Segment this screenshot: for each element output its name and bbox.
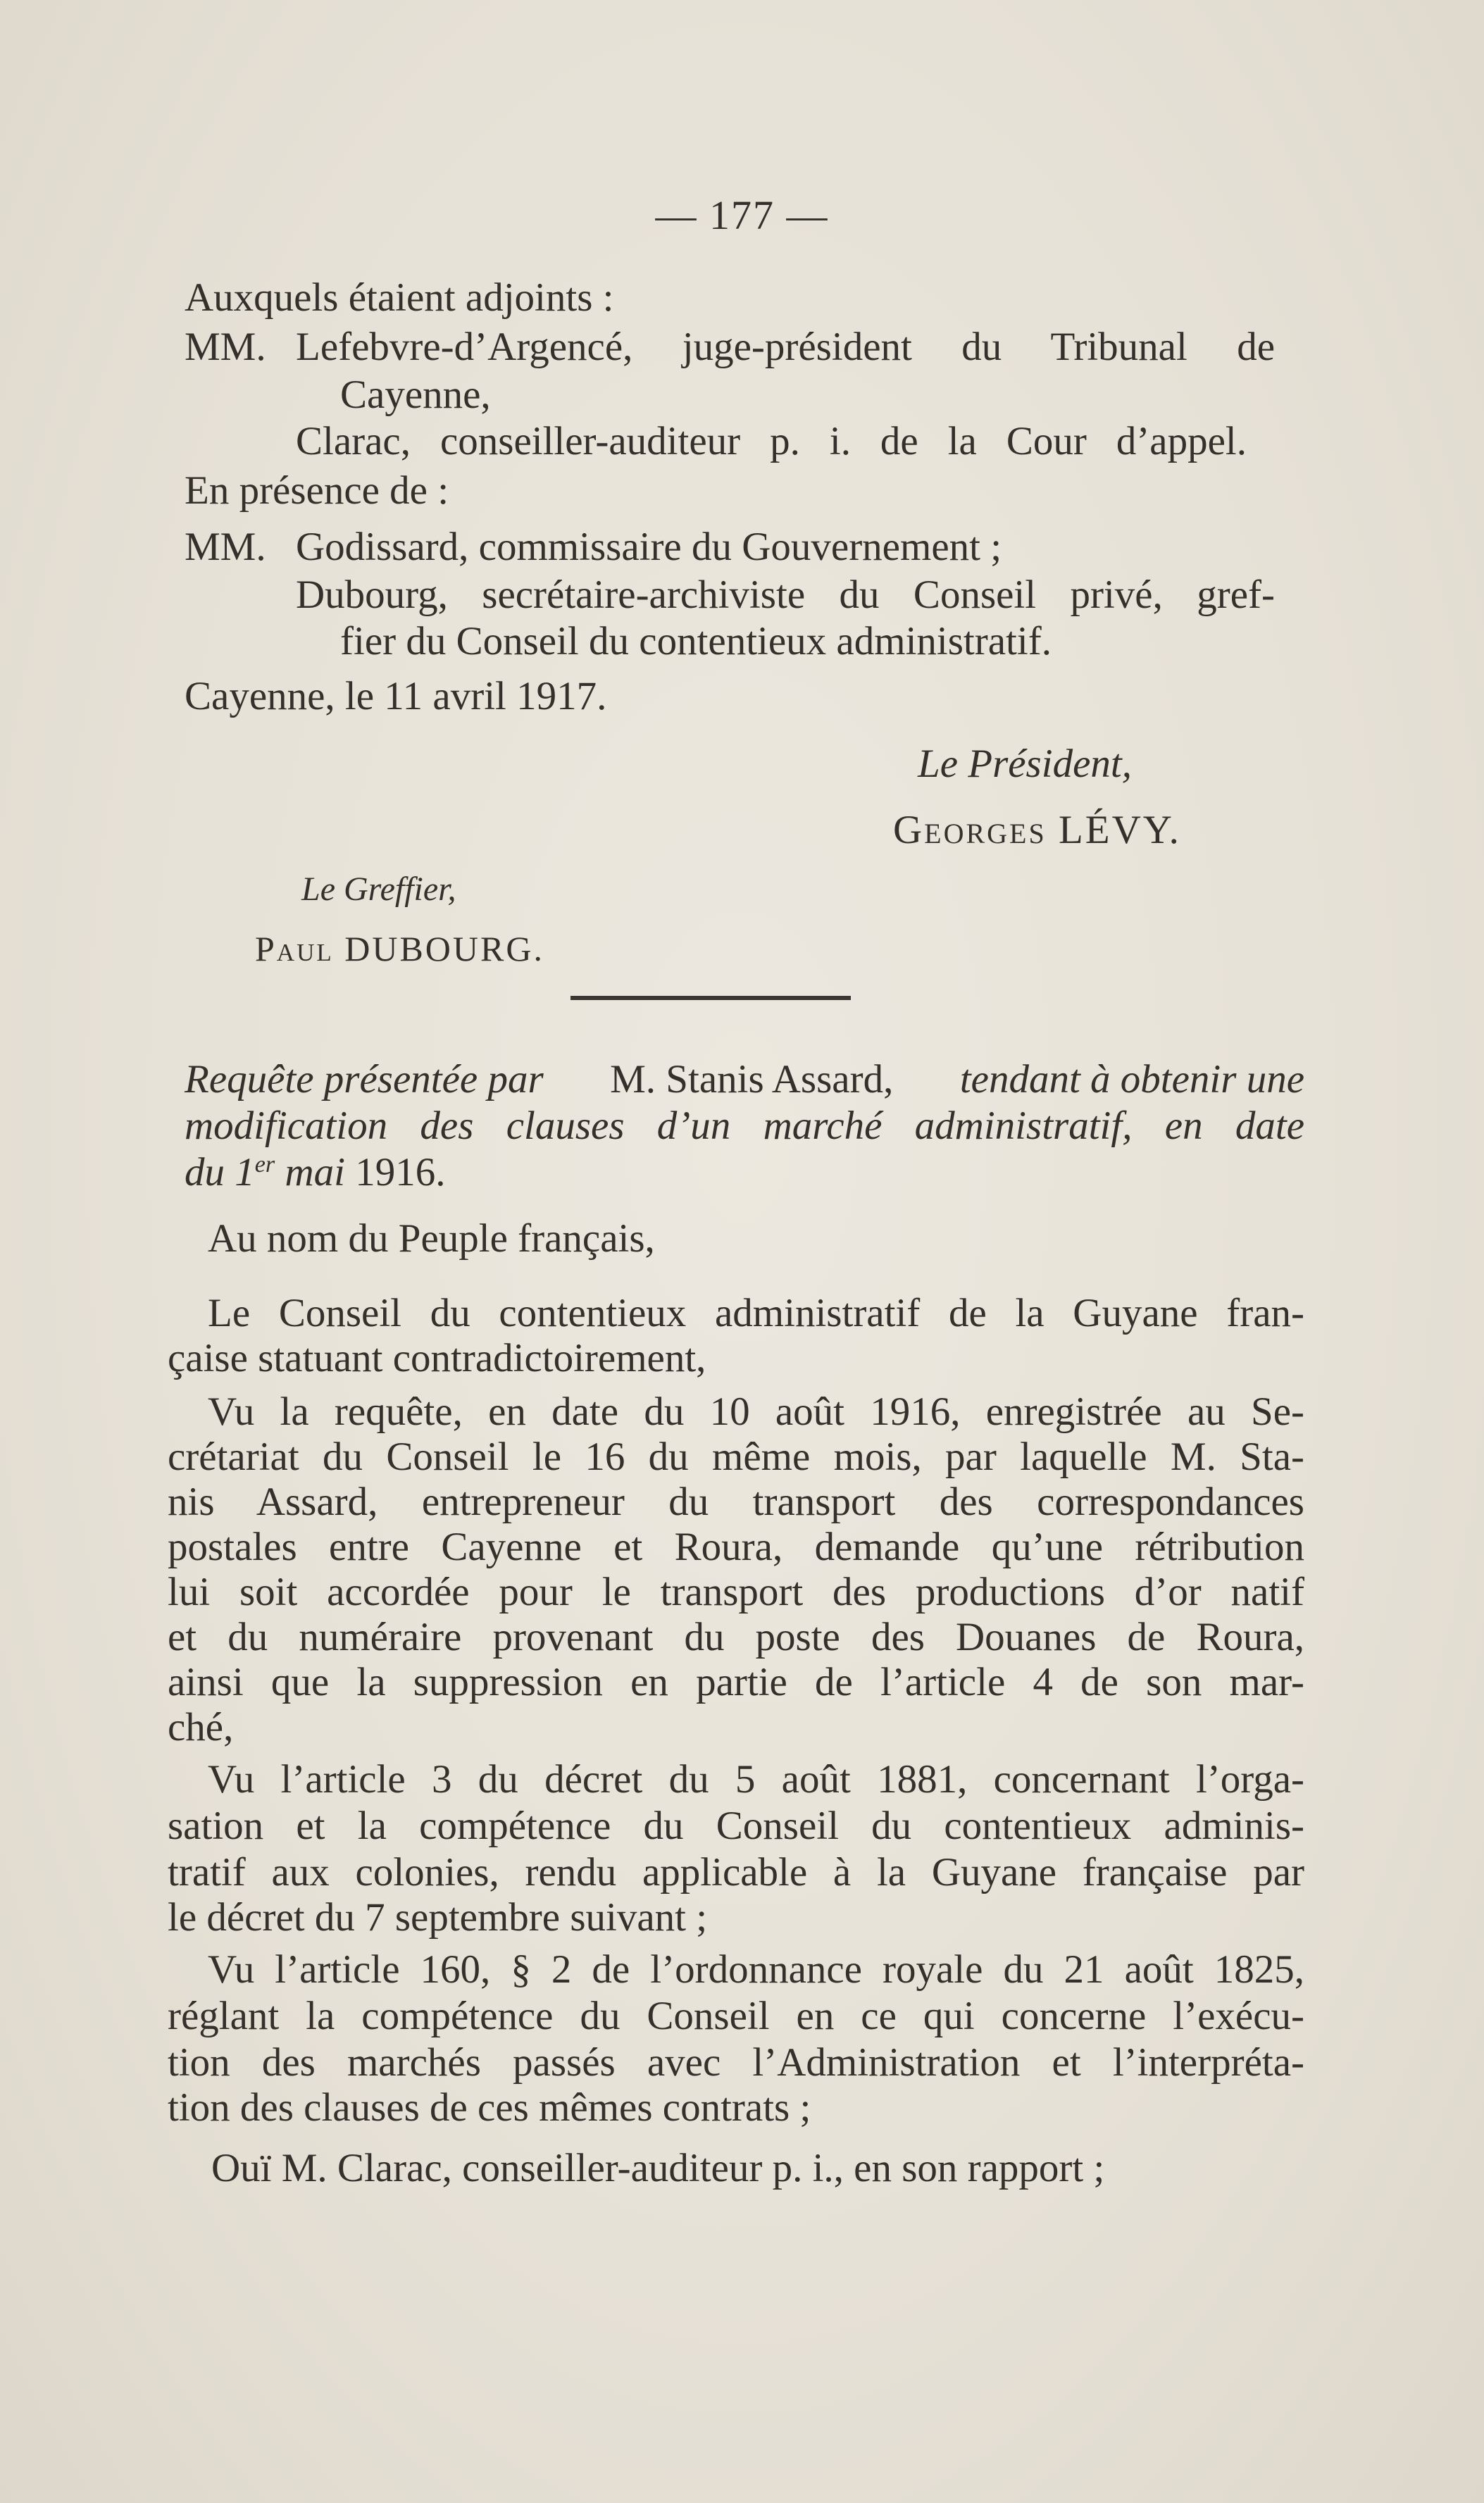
body-line: nis Assard, entrepreneur du transport des correspondances: [168, 1480, 1304, 1524]
requete-date-year: 1916.: [344, 1150, 446, 1194]
invocation: Au nom du Peuple français,: [208, 1216, 655, 1261]
body-line: Vu la requête, en date du 10 août 1916, enregistrée au Se-: [208, 1390, 1304, 1434]
body-line: sation et la compétence du Conseil du contentieux adminis-: [168, 1804, 1304, 1848]
president-name: Georges LÉVY.: [893, 808, 1181, 852]
body-line: Vu l’article 160, § 2 de l’ordonnance royale du 21 août 1825,: [208, 1947, 1304, 1992]
president-title: Le Président,: [918, 742, 1132, 786]
member-2: Clarac, conseiller-auditeur p. i. de la Cour d’appel.: [296, 419, 1247, 463]
body-line: crétariat du Conseil le 16 du même mois, par laquelle M. Sta-: [168, 1435, 1304, 1479]
presence-intro: En présence de :: [185, 468, 449, 513]
member-4-line1: Dubourg, secrétaire-archiviste du Conseil privé, gref-: [296, 573, 1275, 617]
greffier-title: Le Greffier,: [301, 870, 456, 908]
adjoints-intro: Auxquels étaient adjoints :: [185, 275, 614, 320]
mm-prefix-1: MM.: [185, 325, 266, 369]
page-number: — 177 —: [655, 192, 829, 238]
section-divider: [570, 996, 851, 1000]
requete-line3: [185, 1149, 445, 1196]
member-1-line1: Lefebvre-d’Argencé, juge-président du Tribunal de: [296, 325, 1275, 369]
body-line: le décret du 7 septembre suivant ;: [168, 1895, 708, 1940]
requete-line2: modification des clauses d’un marché administratif, en date: [185, 1104, 1304, 1148]
requete-intro: Requête présentée par: [185, 1057, 544, 1101]
body-line: postales entre Cayenne et Roura, demande qu’une rétribution: [168, 1525, 1304, 1569]
requete-date-month: mai: [275, 1150, 345, 1194]
requete-date-prefix: du 1: [185, 1150, 255, 1194]
requete-date-sup: er: [254, 1151, 275, 1178]
member-3: Godissard, commissaire du Gouvernement ;: [296, 525, 1002, 569]
member-4-line2: fier du Conseil du contentieux administratif.: [340, 619, 1052, 663]
body-line: lui soit accordée pour le transport des productions d’or natif: [168, 1570, 1304, 1614]
body-line: Vu l’article 3 du décret du 5 août 1881, concernant l’orga-: [208, 1757, 1304, 1802]
body-line: çaise statuant contradictoirement,: [168, 1336, 706, 1380]
mm-prefix-2: MM.: [185, 525, 266, 569]
body-line: ché,: [168, 1705, 234, 1749]
body-line: tion des clauses de ces mêmes contrats ;: [168, 2085, 811, 2130]
requete-line1: [185, 1056, 1304, 1103]
requete-petitioner: M. Stanis Assard,: [599, 1057, 904, 1101]
body-line: réglant la compétence du Conseil en ce qui concerne l’exécu-: [168, 1994, 1304, 2038]
body-line: et du numéraire provenant du poste des Douanes de Roura,: [168, 1615, 1304, 1659]
greffier-name: Paul DUBOURG.: [255, 929, 544, 968]
body-line: tratif aux colonies, rendu applicable à la Guyane française par: [168, 1850, 1304, 1895]
body-line: tion des marchés passés avec l’Administration et l’interpréta-: [168, 2040, 1304, 2085]
body-line: ainsi que la suppression en partie de l’article 4 de son mar-: [168, 1660, 1304, 1704]
requete-purpose: tendant à obtenir une: [959, 1057, 1304, 1101]
body-line: Le Conseil du contentieux administratif de la Guyane fran-: [208, 1291, 1304, 1335]
date-line: Cayenne, le 11 avril 1917.: [185, 674, 607, 718]
member-1-line2: Cayenne,: [340, 373, 491, 417]
body-line: Ouï M. Clarac, conseiller-auditeur p. i., en son rapport ;: [211, 2146, 1105, 2190]
